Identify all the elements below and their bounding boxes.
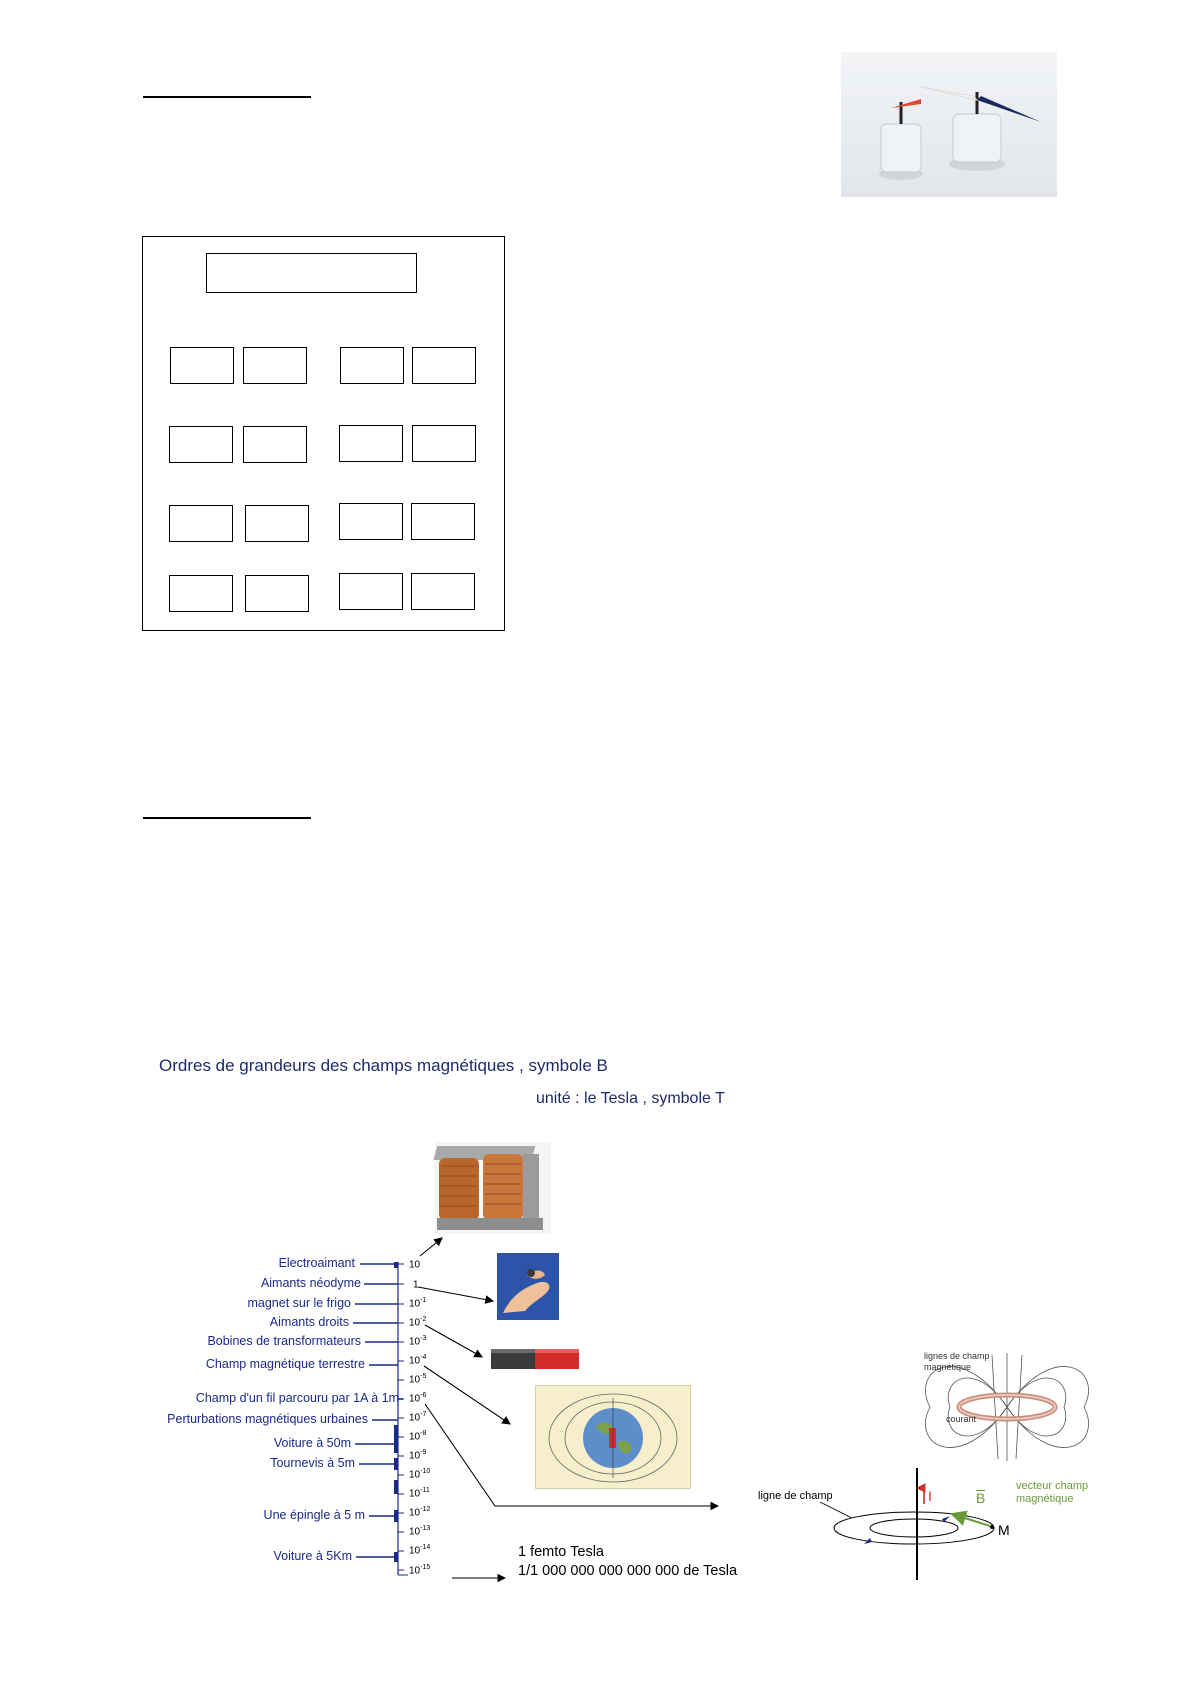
figure-subtitle: unité : le Tesla , symbole T: [536, 1090, 725, 1107]
scale-label: Bobines de transformateurs: [207, 1334, 361, 1348]
scale-value: $10^{-8}$: [409, 1430, 427, 1443]
scale-label: Aimants droits: [269, 1315, 349, 1329]
scale-label: Aimants néodyme: [260, 1276, 361, 1290]
scale-value: $10^{-10}$: [409, 1468, 431, 1481]
scale-label: Perturbations magnétiques urbaines: [167, 1412, 368, 1426]
vector-label: vecteur champ magnétique: [1016, 1480, 1089, 1505]
scale-value: $10^{-13}$: [409, 1525, 431, 1538]
scale-label: Champ d'un fil parcouru par 1A à 1m: [195, 1391, 399, 1405]
femto-tesla-line1: 1 femto Tesla: [518, 1544, 604, 1560]
scale-value: $10^{-14}$: [409, 1544, 431, 1557]
point-label: M: [998, 1522, 1010, 1538]
scale-label: Champ magnétique terrestre: [205, 1357, 365, 1371]
scale-label: Voiture à 5Km: [273, 1549, 352, 1563]
figure-title: Ordres de grandeurs des champs magnétiques , symbole B: [159, 1056, 608, 1075]
scale-label: Electroaimant: [278, 1256, 355, 1270]
scale-label: Une épingle à 5 m: [263, 1508, 365, 1522]
scale-value: $10^{-15}$: [409, 1564, 431, 1577]
current-loop-field-diagram: [920, 1349, 1094, 1465]
scale-label: magnet sur le frigo: [247, 1296, 351, 1310]
scale-label: Voiture à 50m: [273, 1436, 351, 1450]
scale-label: Tournevis à 5m: [270, 1456, 355, 1470]
femto-tesla-line2: 1/1 000 000 000 000 000 de Tesla: [518, 1563, 738, 1579]
scale-value: $10^{-5}$: [409, 1373, 427, 1386]
vector-symbol: B: [976, 1490, 986, 1506]
scale-value: $10^{-3}$: [409, 1335, 427, 1348]
scale-value: $10^{-11}$: [409, 1487, 430, 1500]
scale-value: $10^{-4}$: [409, 1354, 427, 1367]
scale-value: 10: [409, 1259, 421, 1271]
scale-value: $10^{-7}$: [409, 1411, 427, 1424]
field-line-label: ligne de champ: [758, 1490, 833, 1502]
current-symbol: I: [928, 1488, 932, 1504]
scale-value: $10^{-9}$: [409, 1449, 427, 1462]
field-lines-label: lignes de champ magnétique: [924, 1351, 990, 1372]
current-label: courant: [946, 1414, 977, 1424]
scale-value: 1: [413, 1279, 419, 1291]
scale-value: $10^{-1}$: [409, 1297, 427, 1310]
scale-value: $10^{-12}$: [409, 1506, 431, 1519]
scale-value: $10^{-2}$: [409, 1316, 427, 1329]
scale-value: $10^{-6}$: [409, 1392, 427, 1405]
wire-field-vector-diagram: [752, 1464, 1108, 1584]
